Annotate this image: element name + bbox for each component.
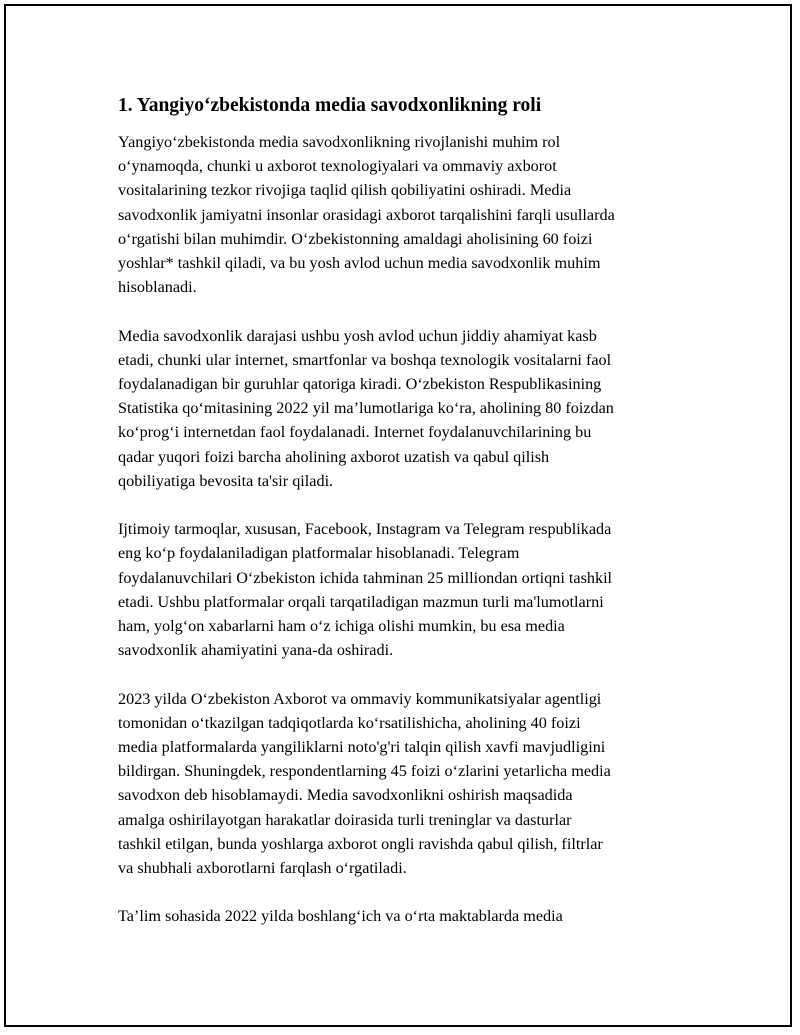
text-line: foydalanuvchilari O‘zbekiston ichida tahminan 25 milliondan ortiqni tashkil xyxy=(118,568,613,587)
text-line: o‘ynamoqda, chunki u axborot texnologiyalari va ommaviy axborot xyxy=(118,157,557,176)
paragraph-2 xyxy=(118,324,690,493)
text-line: bildirgan. Shuningdek, respondentlarning 45 foizi o‘zlarini yetarlicha media xyxy=(118,762,611,781)
text-line: qobiliyatiga bevosita ta'sir qiladi. xyxy=(118,471,334,490)
text-line: qadar yuqori foizi barcha aholining axborot uzatish va qabul qilish xyxy=(118,447,550,466)
text-line: tomonidan o‘tkazilgan tadqiqotlarda ko‘rsatilishicha, aholining 40 foizi xyxy=(118,713,581,732)
text-line: o‘rgatishi bilan muhimdir. O‘zbekistonning amaldagi aholisining 60 foizi xyxy=(118,229,593,248)
text-line: 2023 yilda O‘zbekiston Axborot va ommaviy kommunikatsiyalar agentligi xyxy=(118,689,602,708)
text-line: Statistika qo‘mitasining 2022 yil ma’lumotlariga ko‘ra, aholining 80 foizdan xyxy=(118,399,614,418)
text-line: amalga oshirilayotgan harakatlar doirasida turli treninglar va dasturlar xyxy=(118,810,572,829)
document-body xyxy=(118,94,690,953)
paragraph-3 xyxy=(118,517,690,662)
text-line: savodxon deb hisoblamaydi. Media savodxonlikni oshirish maqsadida xyxy=(118,786,573,805)
text-line: Ta’lim sohasida 2022 yilda boshlang‘ich va o‘rta maktablarda media xyxy=(118,907,563,926)
paragraph-5 xyxy=(118,904,690,928)
text-line: yoshlar* tashkil qiladi, va bu yosh avlod uchun media savodxonlik muhim xyxy=(118,254,601,273)
text-line: Yangiyo‘zbekistonda media savodxonlikning rivojlanishi muhim rol xyxy=(118,133,561,151)
text-line: Media savodxonlik darajasi ushbu yosh avlod uchun jiddiy ahamiyat kasb xyxy=(118,326,597,345)
text-line: savodxonlik jamiyatni insonlar orasidagi axborot tarqalishini farqli usullarda xyxy=(118,205,615,224)
text-line: etadi, chunki ular internet, smartfonlar va boshqa texnologik vositalarni faol xyxy=(118,350,612,369)
text-line: eng ko‘p foydalaniladigan platformalar hisoblanadi. Telegram xyxy=(118,544,520,563)
section-heading: 1. Yangiyo‘zbekistonda media savodxonlikning roli xyxy=(118,95,542,116)
text-line: tashkil etilgan, bunda yoshlarga axborot ongli ravishda qabul qilish, filtrlar xyxy=(118,834,603,853)
text-line: hisoblanadi. xyxy=(118,278,197,297)
text-line: va shubhali axborotlarni farqlash o‘rgatiladi. xyxy=(118,859,407,878)
text-line: etadi. Ushbu platformalar orqali tarqatiladigan mazmun turli ma'lumotlarni xyxy=(118,592,604,611)
text-line: foydalanadigan bir guruhlar qatoriga kiradi. O‘zbekiston Respublikasining xyxy=(118,375,602,394)
text-line: ham, yolg‘on xabarlarni ham o‘z ichiga olishi mumkin, bu esa media xyxy=(118,617,565,636)
text-line: savodxonlik ahamiyatini yana-da oshiradi. xyxy=(118,641,394,660)
paragraph-4 xyxy=(118,687,690,881)
text-line: media platformalarda yangiliklarni noto'g'ri talqin qilish xavfi mavjudligini xyxy=(118,738,606,757)
text-line: Ijtimoiy tarmoqlar, xususan, Facebook, Instagram va Telegram respublikada xyxy=(118,520,612,539)
paragraph-1 xyxy=(118,130,690,299)
text-line: ko‘prog‘i internetdan faol foydalanadi. Internet foydalanuvchilarining bu xyxy=(118,423,592,442)
text-line: vositalarining tezkor rivojiga taqlid qilish qobiliyatini oshiradi. Media xyxy=(118,181,572,200)
